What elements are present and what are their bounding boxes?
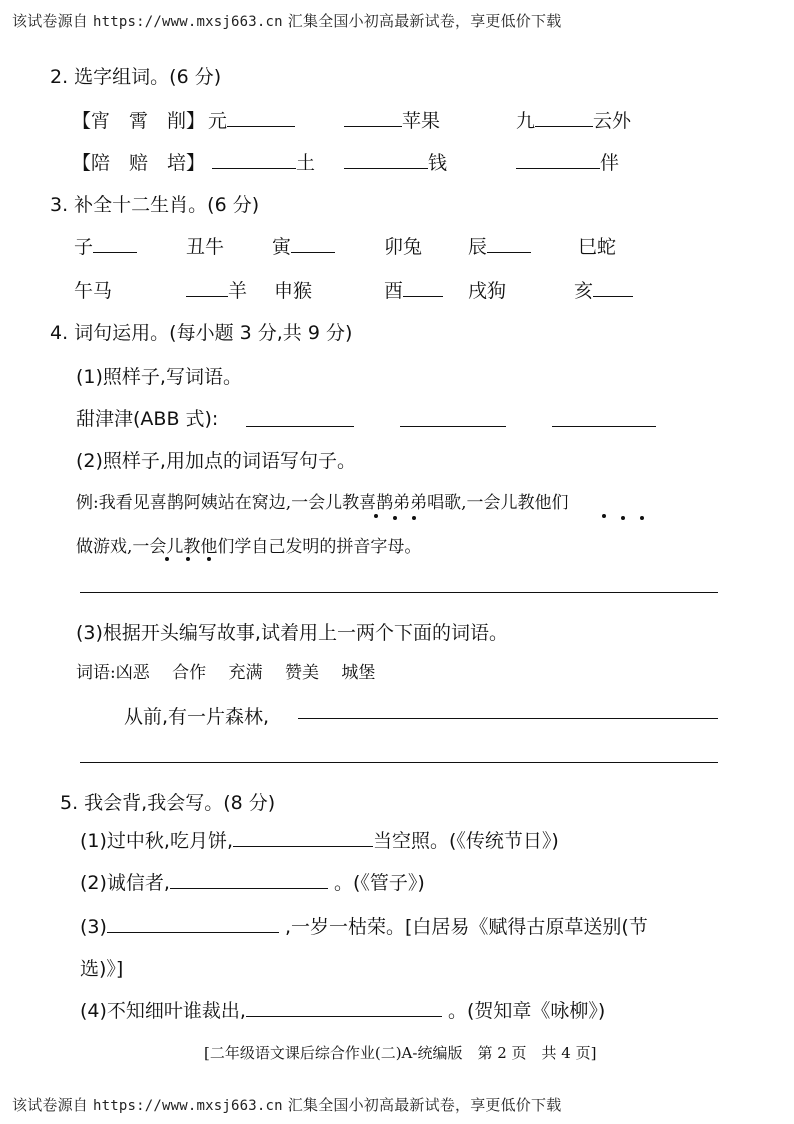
zodiac-cell xyxy=(186,276,247,303)
answer-blank[interactable] xyxy=(403,278,443,297)
answer-blank[interactable] xyxy=(233,828,373,847)
q2-row1-item3 xyxy=(516,106,631,133)
zodiac-text: 子 xyxy=(74,236,94,258)
answer-blank[interactable] xyxy=(516,150,600,169)
q2-row1-item2 xyxy=(344,106,440,133)
q5-line3-start: (3) xyxy=(80,916,107,938)
q2-title: 2. 选字组词。(6 分) xyxy=(50,66,222,88)
zodiac-text: 辰 xyxy=(468,236,488,258)
answer-line[interactable] xyxy=(552,426,656,427)
zodiac-cell xyxy=(74,232,137,259)
q2-row2-word2: 钱 xyxy=(428,152,448,174)
zodiac-text: 酉 xyxy=(384,280,404,302)
top-banner xyxy=(12,10,561,31)
zodiac-cell xyxy=(574,276,633,303)
q2-row1-word3a: 九 xyxy=(516,110,536,132)
zodiac-text: 戌狗 xyxy=(468,280,507,302)
q2-row1-options: 【宵 霄 削】 xyxy=(72,110,206,132)
q2-row2-word1: 土 xyxy=(296,152,316,174)
answer-blank[interactable] xyxy=(593,278,633,297)
answer-line[interactable] xyxy=(80,762,718,763)
q4-part2: (2)照样子,用加点的词语写句子。 xyxy=(76,450,356,472)
emphasis-dot xyxy=(602,514,606,518)
answer-blank[interactable] xyxy=(291,234,335,253)
q5-title: 5. 我会背,我会写。(8 分) xyxy=(60,792,276,814)
zodiac-text: 寅 xyxy=(272,236,292,258)
answer-blank[interactable] xyxy=(170,870,328,889)
answer-line[interactable] xyxy=(400,426,506,427)
q2-row1-item1 xyxy=(208,106,295,133)
answer-blank[interactable] xyxy=(212,150,296,169)
zodiac-text: 午马 xyxy=(74,280,113,302)
answer-blank[interactable] xyxy=(344,150,428,169)
emphasis-dot xyxy=(640,516,644,520)
example-line-1: 例:我看见喜鹊阿姨站在窝边,一会儿教喜鹊弟弟唱歌,一会儿教他们 xyxy=(76,493,569,513)
bottom-banner xyxy=(12,1094,561,1115)
q2-row2-item3 xyxy=(516,148,619,175)
zodiac-cell xyxy=(384,232,422,259)
zodiac-text: 丑牛 xyxy=(186,236,225,258)
answer-line[interactable] xyxy=(246,426,354,427)
emphasis-dot xyxy=(412,516,416,520)
zodiac-text: 卯兔 xyxy=(384,236,423,258)
zodiac-cell xyxy=(384,276,443,303)
banner-url[interactable]: https://www.mxsj663.cn xyxy=(92,1098,283,1114)
emphasis-dot xyxy=(621,516,625,520)
q4-part3: (3)根据开头编写故事,试着用上一两个下面的词语。 xyxy=(76,622,508,644)
q5-line1-end: 当空照。(《传统节日》) xyxy=(373,830,559,852)
q4-part1: (1)照样子,写词语。 xyxy=(76,366,242,388)
zodiac-cell xyxy=(274,276,312,303)
zodiac-text: 巳蛇 xyxy=(578,236,617,258)
q5-line1-start: (1)过中秋,吃月饼, xyxy=(80,830,233,852)
banner-suffix: 汇集全国小初高最新试卷，享更低价下载 xyxy=(287,12,562,30)
q2-row2-word3: 伴 xyxy=(600,152,620,174)
answer-blank[interactable] xyxy=(93,234,137,253)
q5-line4-start: (4)不知细叶谁裁出, xyxy=(80,1000,246,1022)
q2-row2-options: 【陪 赔 培】 xyxy=(72,152,206,174)
answer-blank[interactable] xyxy=(246,998,442,1017)
q2-row2-item1 xyxy=(212,148,315,175)
q5-line1 xyxy=(80,826,559,853)
answer-blank[interactable] xyxy=(344,108,402,127)
banner-suffix: 汇集全国小初高最新试卷，享更低价下载 xyxy=(287,1096,562,1114)
q5-line2-start: (2)诚信者, xyxy=(80,872,170,894)
word-list: 词语:凶恶 合作 充满 赞美 城堡 xyxy=(76,663,376,683)
example-line-2: 做游戏,一会儿教他们学自己发明的拼音字母。 xyxy=(76,537,422,557)
q2-row2-item2 xyxy=(344,148,447,175)
emphasis-dot xyxy=(186,557,190,561)
emphasis-dot xyxy=(165,557,169,561)
zodiac-text: 羊 xyxy=(228,280,248,302)
zodiac-text: 亥 xyxy=(574,280,594,302)
q3-title: 3. 补全十二生肖。(6 分) xyxy=(50,194,260,216)
q2-row1-word1: 元 xyxy=(208,110,228,132)
emphasis-dot xyxy=(393,516,397,520)
q4-title: 4. 词句运用。(每小题 3 分,共 9 分) xyxy=(50,322,353,344)
q5-line4-end: 。(贺知章《咏柳》) xyxy=(448,1000,606,1022)
q5-line3 xyxy=(80,912,648,939)
banner-prefix: 该试卷源自 xyxy=(12,12,89,30)
q5-line3-end: ,一岁一枯荣。[白居易《赋得古原草送别(节 xyxy=(284,916,648,938)
zodiac-cell xyxy=(74,276,112,303)
banner-prefix: 该试卷源自 xyxy=(12,1096,89,1114)
zodiac-text: 申猴 xyxy=(274,280,313,302)
banner-url[interactable]: https://www.mxsj663.cn xyxy=(92,14,283,30)
answer-blank[interactable] xyxy=(227,108,295,127)
emphasis-dot xyxy=(207,557,211,561)
zodiac-cell xyxy=(186,232,224,259)
q4-abb-prompt: 甜津津(ABB 式): xyxy=(76,408,219,430)
answer-blank[interactable] xyxy=(186,278,228,297)
q2-row1-word2: 苹果 xyxy=(402,110,441,132)
zodiac-cell xyxy=(468,276,506,303)
answer-blank[interactable] xyxy=(107,914,279,933)
answer-line[interactable] xyxy=(80,592,718,593)
q2-row1-word3b: 云外 xyxy=(593,110,632,132)
zodiac-cell xyxy=(468,232,531,259)
answer-blank[interactable] xyxy=(487,234,531,253)
story-start: 从前,有一片森林, xyxy=(124,706,270,728)
emphasis-dot xyxy=(374,514,378,518)
q5-line3-cont: 选)》] xyxy=(80,958,124,980)
zodiac-cell xyxy=(272,232,335,259)
q5-line2-end: 。(《管子》) xyxy=(334,872,425,894)
zodiac-cell xyxy=(578,232,616,259)
page-footer: [二年级语文课后综合作业(二)A-统编版 第 2 页 共 4 页] xyxy=(204,1044,597,1062)
answer-blank[interactable] xyxy=(535,108,593,127)
answer-line[interactable] xyxy=(298,718,718,719)
q5-line2 xyxy=(80,868,425,895)
q5-line4 xyxy=(80,996,605,1023)
